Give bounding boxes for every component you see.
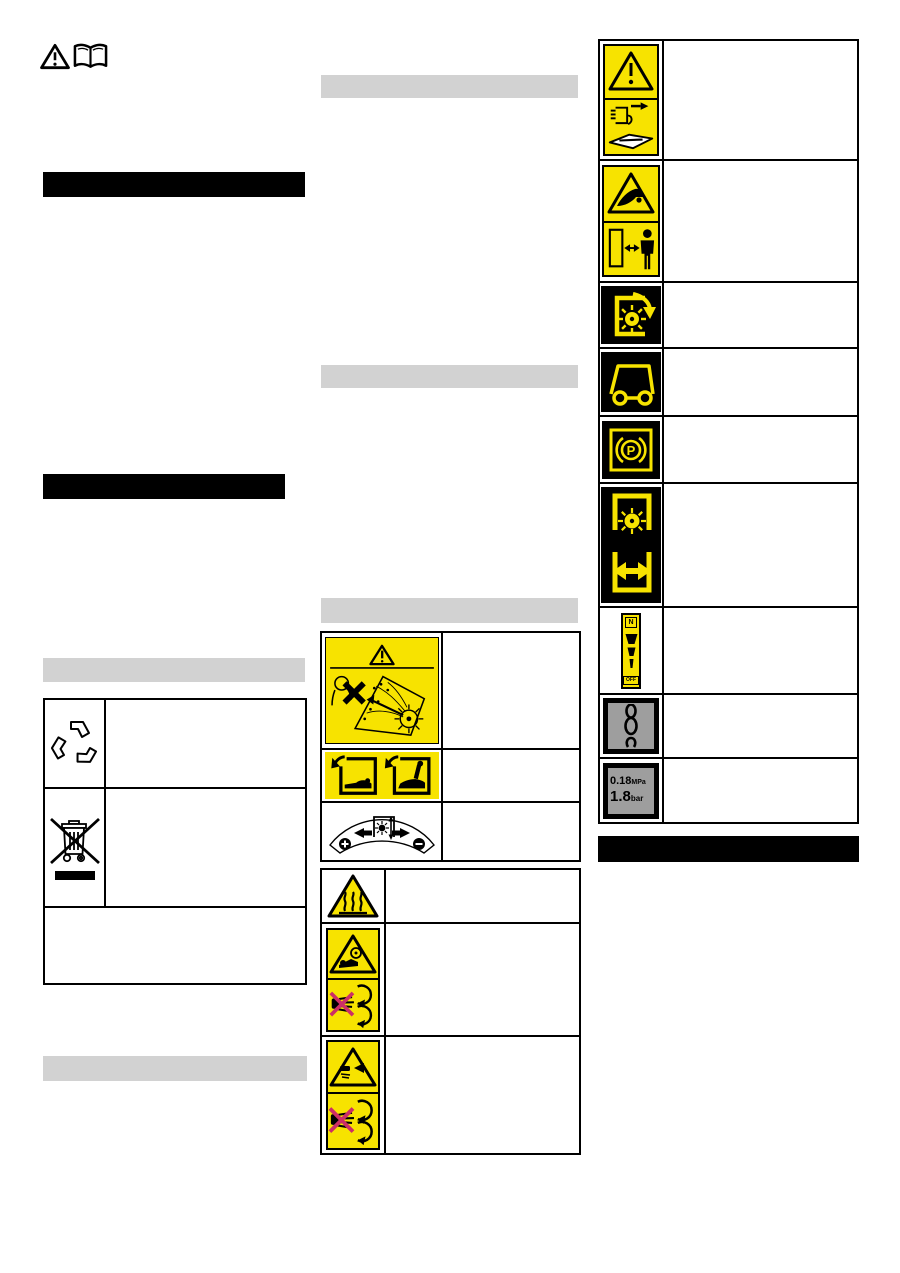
pressure-bar-value: 1.8 — [610, 787, 631, 805]
middle-gray-subheading-bar-3 — [321, 598, 578, 623]
table-row — [600, 159, 857, 281]
keep-distance-tipping-sticker — [600, 161, 664, 281]
parking-brake-indicator — [600, 417, 664, 482]
pressure-bar-unit: bar — [630, 793, 644, 803]
read-operating-manual-icon — [73, 42, 108, 75]
table-row — [322, 801, 579, 860]
snow-chain-label — [600, 695, 664, 757]
hand-crush-warning-sticker — [322, 1037, 386, 1153]
table-cell-text — [664, 484, 857, 606]
table-cell-text — [45, 908, 305, 983]
table-row — [600, 415, 857, 482]
left-black-heading-bar-2 — [43, 474, 285, 499]
right-black-heading-bar — [598, 836, 859, 862]
hot-surface-warning-icon — [322, 870, 386, 922]
parking-glyph: P — [626, 442, 636, 458]
symbol-table — [598, 39, 859, 824]
recycling-symbol-icon — [45, 700, 106, 787]
black-mark-under-bin — [55, 871, 95, 880]
gear-neutral-label: N — [625, 617, 636, 628]
table-cell-text — [664, 695, 857, 757]
table-cell-text — [443, 750, 579, 801]
flying-debris-warning-sticker — [322, 633, 443, 748]
brush-pressure-adjust-dial-sticker — [322, 803, 443, 860]
gear-lever-label — [600, 608, 664, 693]
table-row — [600, 41, 857, 159]
table-cell-text — [106, 789, 305, 906]
middle-gray-subheading-bar-1 — [321, 75, 578, 98]
table-row — [322, 748, 579, 801]
table-cell-text — [664, 608, 857, 693]
pressure-mpa-value: 0.18 — [610, 774, 632, 787]
table-cell-text — [106, 700, 305, 787]
table-row — [600, 347, 857, 415]
table-row — [322, 922, 579, 1035]
table-cell-text — [664, 417, 857, 482]
disposal-table — [43, 698, 307, 985]
table-cell-text — [664, 41, 857, 159]
left-black-heading-bar-1 — [43, 172, 305, 197]
table-cell-text — [664, 759, 857, 822]
table-row — [600, 693, 857, 757]
weee-crossed-out-bin-icon — [45, 789, 106, 906]
table-row — [45, 906, 305, 983]
table-row — [600, 281, 857, 347]
table-row — [322, 870, 579, 922]
pressure-mpa-unit: MPa — [631, 778, 646, 786]
table-cell-text — [664, 349, 857, 415]
table-row — [600, 482, 857, 606]
machine-transport-indicator — [600, 349, 664, 415]
table-row — [600, 606, 857, 693]
roller-pinch-warning-sticker — [322, 924, 386, 1035]
warning-read-manual-sticker — [600, 41, 664, 159]
table-row — [600, 757, 857, 822]
table-cell-text — [386, 924, 579, 1035]
table-cell-text — [664, 161, 857, 281]
warning-triangle-icon — [40, 43, 70, 75]
table-cell-text — [664, 283, 857, 347]
gear-off-label: OFF — [623, 676, 639, 685]
table-cell-text — [443, 803, 579, 860]
left-gray-subheading-bar-2 — [43, 1056, 307, 1081]
tire-pressure-label — [600, 759, 664, 822]
table-row — [45, 787, 305, 906]
sticker-table — [320, 631, 581, 862]
side-brush-sweep-indicator — [600, 484, 664, 606]
table-row — [322, 1035, 579, 1153]
hazard-table — [320, 868, 581, 1155]
table-cell-text — [386, 1037, 579, 1153]
rotating-brush-indicator — [600, 283, 664, 347]
container-tilt-stickers — [322, 750, 443, 801]
table-row — [45, 700, 305, 787]
table-cell-text — [386, 870, 579, 922]
table-row — [322, 633, 579, 748]
header-icons — [40, 42, 108, 75]
table-cell-text — [443, 633, 579, 748]
left-gray-subheading-bar-1 — [43, 658, 305, 682]
middle-gray-subheading-bar-2 — [321, 365, 578, 388]
